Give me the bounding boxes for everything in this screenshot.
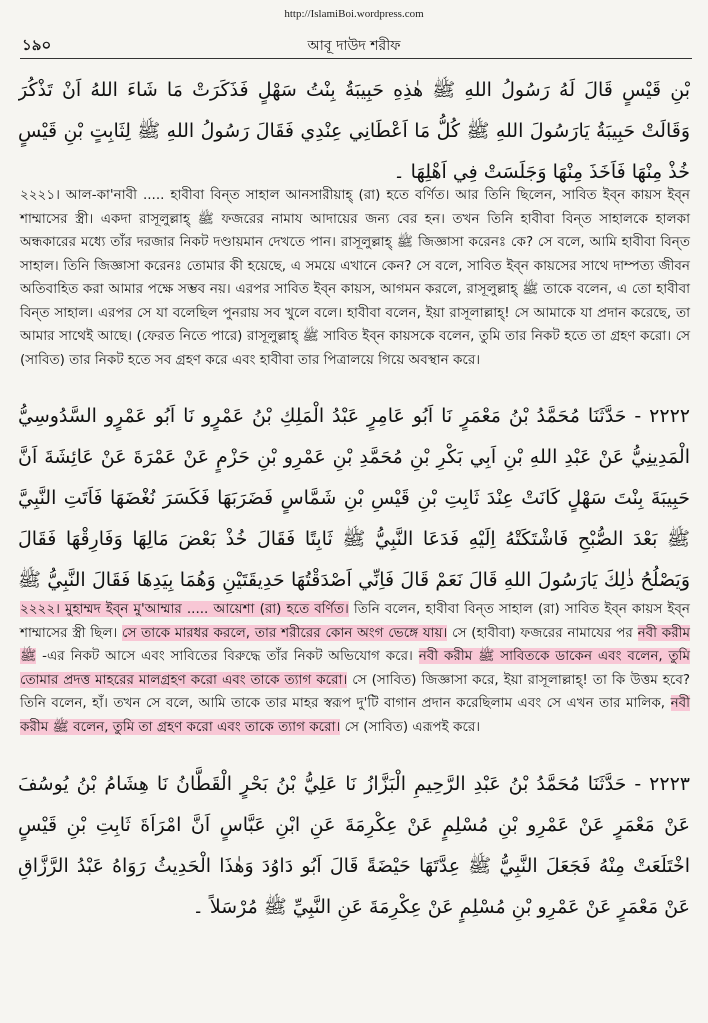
text-span: তিনি বলেন, হাবীবা বিন্‌ত সাহাল (রা) সাবিত ইব্‌ন কায়স ইব্‌ন শাম্মাসের স্ত্রী ছিল। bbox=[20, 601, 690, 641]
text-span: নবী করীম ﷺ bbox=[20, 624, 690, 664]
text-span: ২২২২। মুহাম্মদ ইব্‌ন মু'আম্মার ..... আয়েশা (রা) হতে বর্ণিত। bbox=[20, 601, 349, 617]
text-span: সে তাকে মারধর করলে, তার শরীরের কোন অংগ ভেঙ্গে যায়। bbox=[122, 624, 448, 641]
running-title: আবূ দাউদ শরীফ bbox=[307, 38, 401, 54]
header-rule bbox=[20, 58, 692, 59]
text-span: সে (সাবিত) এরূপই করে। bbox=[340, 718, 481, 735]
arabic-text-2222: ٢٢٢٢ - حَدَّثَنَا مُحَمَّدُ بْنُ مَعْمَرٍ نَا اَبُو عَامِرٍ عَبْدُ الْمَلِكِ بْنُ عَمْرٍو نَا اَبُو عَمْرٍو السَّدُوسِيُّ الْمَدِينِيُّ عَنْ عَبْدِ اللهِ بْنِ اَبِي بَكْرِ بْنِ مُحَمَّدِ بْنِ عَمْرِو بْنِ حَزْمٍ عَنْ عَمْرَةَ عَنْ عَائِشَةَ اَنَّ حَبِيبَةَ بِنْتَ سَهْلٍ كَانَتْ عِنْدَ ثَابِتِ بْنِ قَيْسِ بْنِ شَمَّاسٍ فَضَرَبَهَا فَكَسَرَ نُغْضَهَا فَاَتَتِ النَّبِيَّ ﷺ بَعْدَ الصُّبْحِ فَاشْتَكَتْهُ اِلَيْهِ فَدَعَا النَّبِيُّ ﷺ ثَابِتًا فَقَالَ خُذْ بَعْضَ مَالِهَا وَفَارِقْهَا فَقَالَ وَيَصْلُحُ ذٰلِكَ يَارَسُولَ اللهِ قَالَ نَعَمْ قَالَ فَاِنِّي اَصْدَقْتُهَا حَدِيقَتَيْنِ وَهُمَا بِيَدِهَا فَقَالَ النَّبِيُّ ﷺ bbox=[18, 405, 690, 591]
page-number: ১৯০ bbox=[22, 36, 52, 54]
bengali-paragraph-2221: ২২২১। আল-কা'নাবী ..... হাবীবা বিন্‌ত সাহাল আনসারীয়াহ্ (রা) হতে বর্ণিত। আর তিনি ছিলেন, সাবিত ইব্‌ন কায়স ইব্‌ন শাম্মাসের স্ত্রী। একদা রাসূলুল্লাহ্ ﷺ ফজরের নামায আদায়ের জন্য বের হন। তখন তিনি হাবীবা বিন্‌ত সাহালকে হালকা অন্ধকারের মধ্যে তাঁর দরজার নিকট দণ্ডায়মান দেখতে পান। রাসূলুল্লাহ্ ﷺ জিজ্ঞাসা করেনঃ কে? সে বলে, আমি হাবীবা বিন্‌ত সাহাল। তিনি জিজ্ঞাসা করেনঃ তোমার কী হয়েছে, এ সময়ে এখানে কেন? সে বলে, সাবিত ইব্‌ন কায়সের সাথে দাম্পত্য জীবন অতিবাহিত করা আমার পক্ষে সম্ভব নয়। এরপর সাবিত ইব্‌ন কায়স, আগমন করলে, রাসূলুল্লাহ্ ﷺ তাকে বলেন, এ তো হাবীবা বিন্‌ত সাহাল। এরপর সে যা বলেছিল পুনরায় সব খুলে বলে। হাবীবা বলেন, ইয়া রাসূলাল্লাহ্! সে আমাকে যা প্রদান করেছে, তা আমার সাথেই আছে। (ফেরত নিতে পারে) রাসূলুল্লাহ্ ﷺ সাবিত ইব্‌ন কায়সকে বলেন, তুমি তার নিকট হতে তা গ্রহণ করো। সে (সাবিত) তার নিকট হতে সব গ্রহণ করে এবং হাবীবা তার পিত্রালয়ে গিয়ে অবস্থান করে। bbox=[20, 187, 691, 368]
text-span: সে (হাবীবা) ফজরের নামাযের পর bbox=[447, 624, 638, 641]
text-span: সে (সাবিত) জিজ্ঞাসা করে, ইয়া রাসূলাল্লাহ্! তা কি উত্তম হবে? তিনি বলেন, হাঁ। তখন সে বলে, আমি তাকে তার মাহর স্বরূপ দু'টি বাগান প্রদান করেছিলাম এবং সে এখন তার মালিক, bbox=[20, 671, 690, 711]
bengali-paragraph-2222 bbox=[20, 598, 690, 739]
arabic-text-1: بْنِ قَيْسٍ قَالَ لَهُ رَسُولُ اللهِ ﷺ هٰذِهِ حَبِيبَةُ بِنْتُ سَهْلٍ فَذَكَرَتْ مَا شَاءَ اللهُ اَنْ تَذْكُرَ وَقَالَتْ حَبِيبَةُ يَارَسُولَ اللهِ ﷺ كُلُّ مَا اَعْطَانِي عِنْدِي فَقَالَ رَسُولُ اللهِ ﷺ لِثَابِتٍ بْنِ قَيْسٍ خُذْ مِنْهَا فَاَخَذَ مِنْهَا وَجَلَسَتْ فِي اَهْلِهَا ۔ bbox=[18, 79, 690, 183]
text-span: নবী করীম ﷺ বলেন, তুমি তা গ্রহণ করো এবং তাকে ত্যাগ করো। bbox=[20, 695, 690, 735]
text-span: নবী করীম ﷺ সাবিতকে ডাকেন এবং বলেন, তুমি তোমার প্রদত্ত মাহরের মালগ্রহণ করো এবং তাকে ত্যাগ করো। bbox=[20, 648, 691, 688]
arabic-text-2223: ٢٢٢٣ - حَدَّثَنَا مُحَمَّدُ بْنُ عَبْدِ الرَّحِيمِ الْبَزَّازُ نَا عَلِيُّ بْنُ بَحْرٍ الْقَطَّانُ نَا هِشَامُ بْنُ يُوسُفَ عَنْ مَعْمَرٍ عَنْ عَمْرِو بْنِ مُسْلِمٍ عَنْ عِكْرِمَةَ عَنِ ابْنِ عَبَّاسٍ اَنَّ امْرَاَةَ ثَابِتِ بْنِ قَيْسٍ اخْتَلَعَتْ مِنْهُ فَجَعَلَ النَّبِيُّ ﷺ عِدَّتَهَا حَيْضَةً قَالَ اَبُو دَاوُدَ وَهٰذَا الْحَدِيثُ رَوَاهُ عَبْدُ الرَّزَّاقِ عَنْ مَعْمَرٍ عَنْ عَمْرِو بْنِ مُسْلِمٍ عَنْ عِكْرِمَةَ عَنِ النَّبِيِّ ﷺ مُرْسَلاً ۔ bbox=[18, 773, 690, 918]
text-span: -এর নিকট আসে এবং সাবিতের বিরুদ্ধে তাঁর নিকট অভিযোগ করে। bbox=[36, 648, 419, 664]
source-url: http://IslamiBoi.wordpress.com bbox=[284, 8, 424, 20]
